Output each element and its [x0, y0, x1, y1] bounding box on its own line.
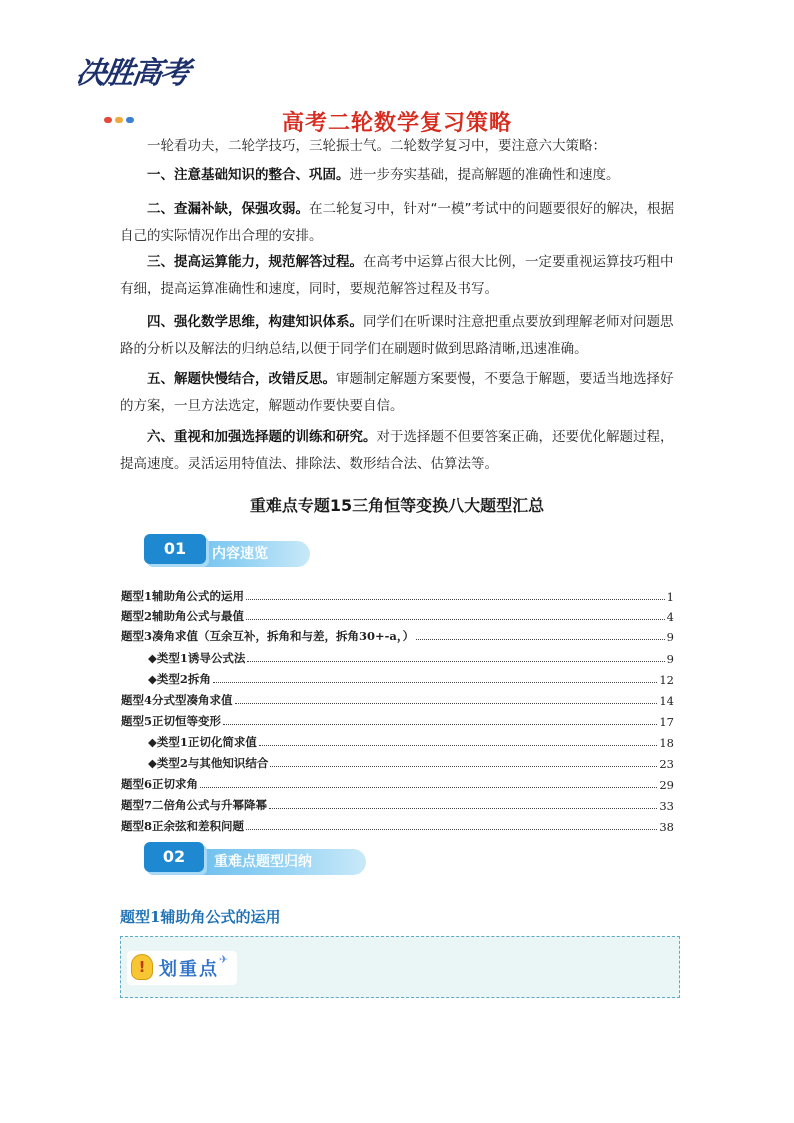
section-banner-overview — [132, 534, 312, 570]
banner-number: 02 — [144, 842, 204, 872]
key-point-box — [120, 936, 680, 998]
lightbulb-icon: ! — [131, 954, 153, 980]
banner-label: 内容速览 — [212, 546, 268, 562]
paper-plane-icon: ✈ — [219, 953, 229, 966]
toc-item[interactable]: 题型2辅助角公式与最值 4 — [121, 609, 674, 624]
logo-text: 决胜高考 — [73, 56, 191, 91]
toc-item[interactable]: 题型3凑角求值（互余互补，拆角和与差，拆角30+-a，） 9 — [121, 629, 674, 644]
toc-item[interactable]: 题型7二倍角公式与升幂降幂 33 — [121, 798, 674, 813]
strategy-paragraph-2: 二、查漏补缺，保强攻弱。在二轮复习中，针对“一模”考试中的问题要很好的解决，根据自己的实际情况作出合理的安排。 — [120, 201, 674, 244]
key-point-text: 划重点 — [159, 959, 219, 980]
toc-item[interactable]: 题型6正切求角 29 — [121, 777, 674, 792]
strategy-paragraph-1: 一、注意基础知识的整合、巩固。进一步夯实基础，提高解题的准确性和速度。 — [147, 167, 620, 183]
toc-item[interactable]: 题型4分式型凑角求值 14 — [121, 693, 674, 708]
toc-subitem[interactable]: ◆类型2拆角 12 — [148, 672, 674, 687]
strategy-paragraph-3: 三、提高运算能力，规范解答过程。在高考中运算占很大比例，一定要重视运算技巧粗中有细，提高运算准确性和速度，同时，要规范解答过程及书写。 — [120, 254, 674, 297]
section-banner-key-types — [132, 842, 372, 878]
main-title: 高考二轮数学复习策略 — [281, 111, 512, 136]
toc-item[interactable]: 题型8正余弦和差积问题 38 — [121, 819, 674, 834]
toc-subitem[interactable]: ◆类型1正切化简求值 18 — [148, 735, 674, 750]
topic-title: 重难点专题15三角恒等变换八大题型汇总 — [249, 496, 545, 515]
strategy-paragraph-4: 四、强化数学思维，构建知识体系。同学们在听课时注意把重点要放到理解老师对问题思路的分析以及解法的归纳总结,以便于同学们在刷题时做到思路清晰,迅速准确。 — [120, 314, 674, 357]
strategy-paragraph-5: 五、解题快慢结合，改错反思。审题制定解题方案要慢，不要急于解题，要适当地选择好的方案，一旦方法选定，解题动作要快要自信。 — [120, 371, 674, 414]
key-point-label — [127, 951, 237, 985]
toc-item[interactable]: 题型1辅助角公式的运用 1 — [121, 589, 674, 604]
toc-item[interactable]: 题型5正切恒等变形 17 — [121, 714, 674, 729]
banner-number: 01 — [144, 534, 206, 564]
strategy-paragraph-6: 六、重视和加强选择题的训练和研究。对于选择题不但要答案正确，还要优化解题过程，提高速度。灵活运用特值法、排除法、数形结合法、估算法等。 — [120, 429, 674, 472]
intro-paragraph: 一轮看功夫，二轮学技巧，三轮振士气。二轮数学复习中，要注意六大策略： — [147, 138, 606, 154]
toc-subitem[interactable]: ◆类型2与其他知识结合 23 — [148, 756, 674, 771]
banner-label: 重难点题型归纳 — [214, 854, 312, 870]
section-heading: 题型1辅助角公式的运用 — [120, 908, 281, 926]
toc-subitem[interactable]: ◆类型1诱导公式法 9 — [148, 651, 674, 666]
